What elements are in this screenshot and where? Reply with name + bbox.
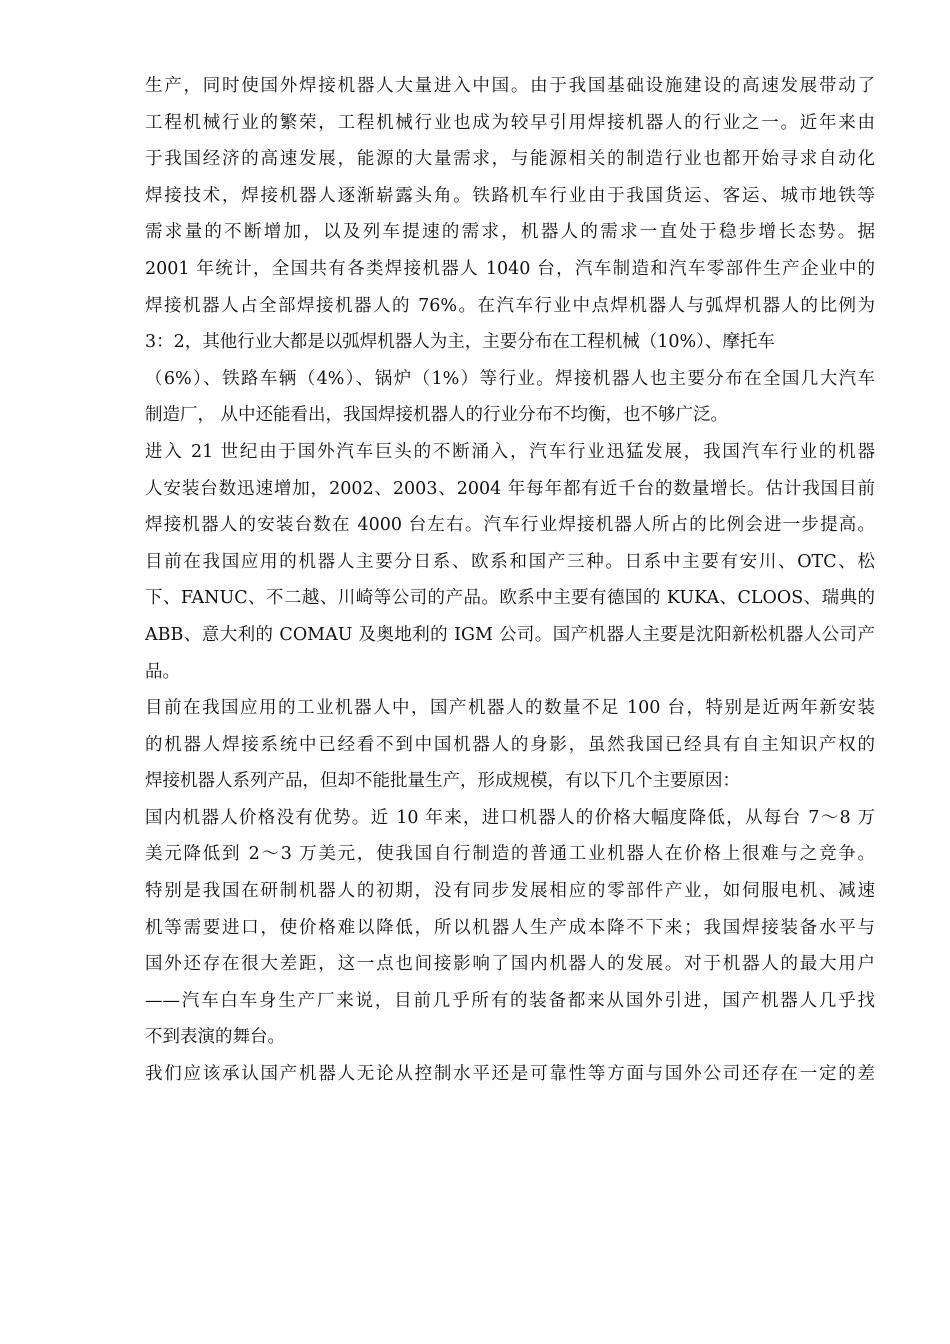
body-text-line: 焊接机器人占全部焊接机器人的 76%。在汽车行业中点焊机器人与弧焊机器人的比例为: [145, 295, 875, 316]
body-text-line: 国内机器人价格没有优势。近 10 年来，进口机器人的价格大幅度降低，从每台 7～8 万: [145, 807, 875, 828]
body-text-line: 人安装台数迅速增加，2002、2003、2004 年每年都有近千台的数量增长。估计我国目前: [145, 478, 875, 499]
body-text-line: 国外还存在很大差距，这一点也间接影响了国内机器人的发展。对于机器人的最大用户: [145, 954, 875, 975]
body-text-line: 于我国经济的高速发展，能源的大量需求，与能源相关的制造行业也都开始寻求自动化: [145, 149, 875, 170]
body-text-line: 机等需要进口，使价格难以降低，所以机器人生产成本降不下来；我国焊接装备水平与: [145, 917, 875, 938]
body-text-line: 2001 年统计，全国共有各类焊接机器人 1040 台，汽车制造和汽车零部件生产企业中的: [145, 258, 875, 279]
body-text-line: 不到表演的舞台。: [145, 1027, 285, 1048]
body-text-line: 制造厂， 从中还能看出，我国焊接机器人的行业分布不均衡，也不够广泛。: [145, 405, 729, 426]
body-text-line: 焊接机器人系列产品，但却不能批量生产，形成规模，有以下几个主要原因：: [145, 771, 740, 792]
body-text-line: 特别是我国在研制机器人的初期，没有同步发展相应的零部件产业，如伺服电机、减速: [145, 881, 875, 902]
body-text-line: 生产，同时使国外焊接机器人大量进入中国。由于我国基础设施建设的高速发展带动了: [145, 76, 875, 96]
body-text-line: 焊接技术，焊接机器人逐渐崭露头角。铁路机车行业由于我国货运、客运、城市地铁等: [145, 185, 875, 206]
body-text-line: 目前在我国应用的机器人主要分日系、欧系和国产三种。日系中主要有安川、OTC、松: [145, 551, 875, 572]
body-text-line: 需求量的不断增加，以及列车提速的需求，机器人的需求一直处于稳步增长态势。据: [145, 222, 875, 243]
body-text-line: 下、FANUC、不二越、川崎等公司的产品。欧系中主要有德国的 KUKA、CLOOS、瑞典的: [145, 588, 875, 609]
body-text-line: 我们应该承认国产机器人无论从控制水平还是可靠性等方面与国外公司还存在一定的差: [145, 1064, 875, 1085]
body-text-line: 进入 21 世纪由于国外汽车巨头的不断涌入，汽车行业迅猛发展，我国汽车行业的机器: [145, 441, 875, 462]
body-text-line: ——汽车白车身生产厂来说，目前几乎所有的装备都来从国外引进，国产机器人几乎找: [145, 990, 875, 1011]
body-text-line: 目前在我国应用的工业机器人中，国产机器人的数量不足 100 台，特别是近两年新安装: [145, 698, 875, 719]
body-text-line: ABB、意大利的 COMAU 及奥地利的 IGM 公司。国产机器人主要是沈阳新松机器人公司产: [145, 624, 875, 645]
body-text-line: 美元降低到 2～3 万美元，使我国自行制造的普通工业机器人在价格上很难与之竞争。: [145, 844, 875, 865]
body-text-line: （6%）、铁路车辆（4%）、锅炉（1%）等行业。焊接机器人也主要分布在全国几大汽车: [145, 368, 875, 389]
body-text-line: 3：2，其他行业大都是以弧焊机器人为主，主要分布在工程机械（10%）、摩托车: [145, 332, 775, 353]
document-body: [145, 68, 875, 1093]
body-text-line: 品。: [145, 661, 180, 682]
body-text-line: 焊接机器人的安装台数在 4000 台左右。汽车行业焊接机器人所占的比例会进一步提高。: [145, 515, 875, 536]
body-text-line: 的机器人焊接系统中已经看不到中国机器人的身影，虽然我国已经具有自主知识产权的: [145, 734, 875, 755]
body-text-line: 工程机械行业的繁荣，工程机械行业也成为较早引用焊接机器人的行业之一。近年来由: [145, 112, 875, 133]
